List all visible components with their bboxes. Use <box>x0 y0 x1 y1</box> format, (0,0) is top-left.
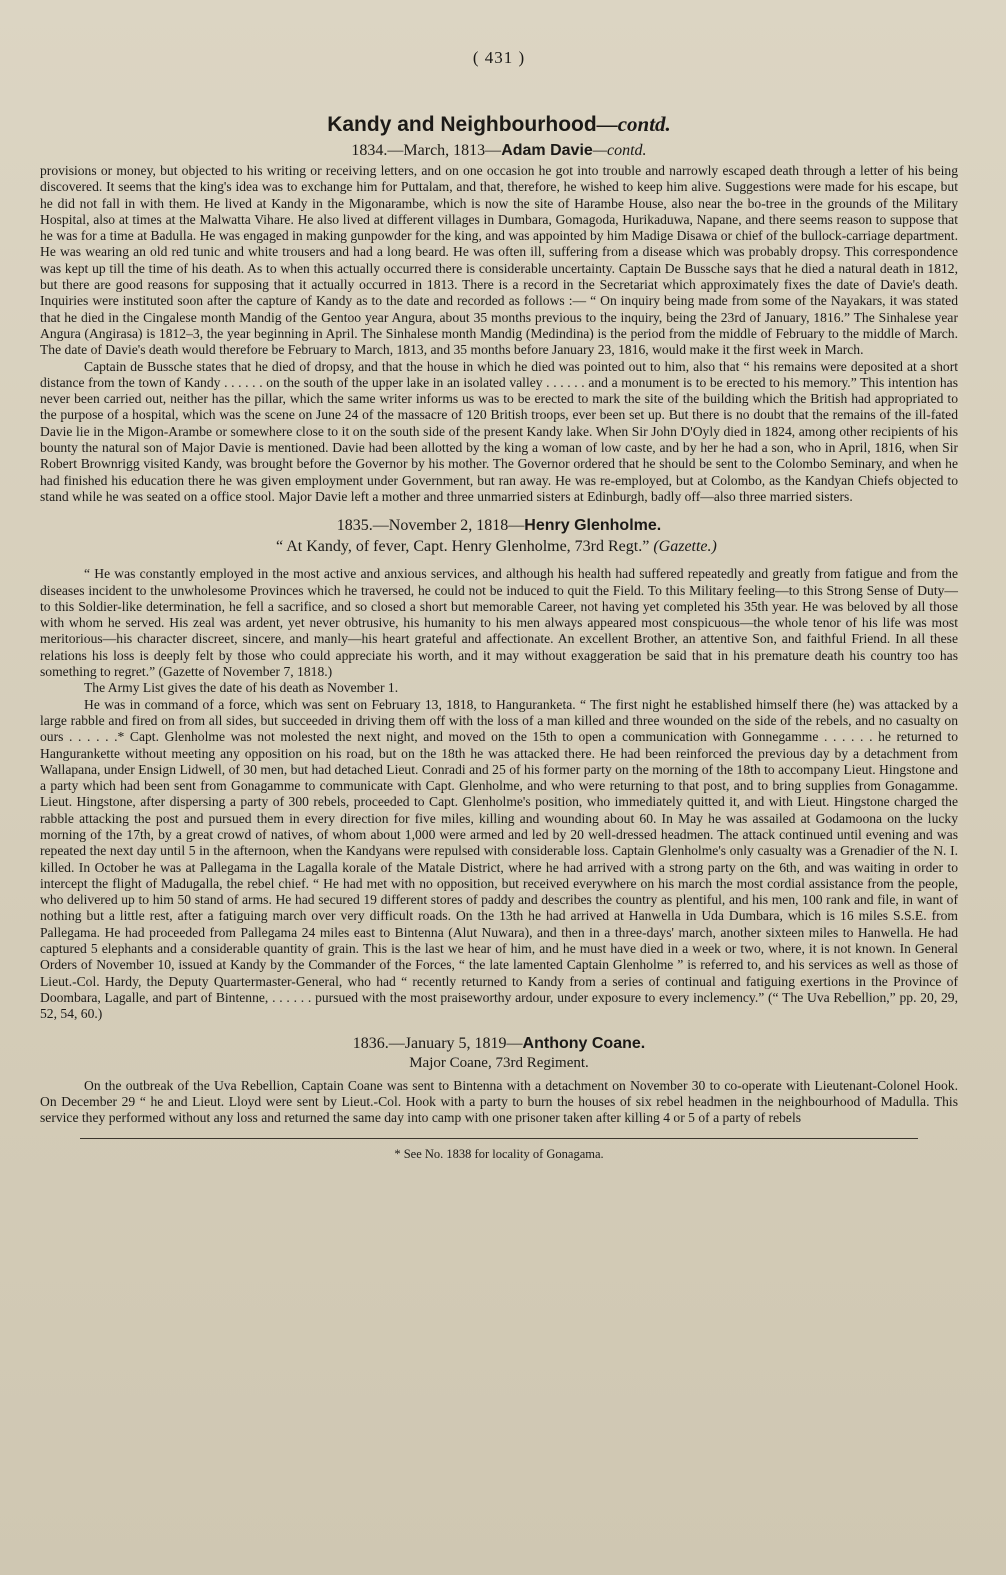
entry-1836-label: 1836.—January 5, 1819— <box>352 1034 523 1052</box>
entry-1835-label: 1835.—November 2, 1818— <box>336 517 525 535</box>
entry-1834-name: Adam Davie <box>501 142 593 159</box>
entry-1835-heading <box>40 517 958 535</box>
heading-main: Kandy and Neighbourhood <box>327 113 597 136</box>
entry-1834-contd: —contd. <box>592 142 647 159</box>
paragraph-1834-1: provisions or money, but objected to his writing or receiving letters, and on one occasion he got into trouble and narrowly escaped death through a letter of his being discovered. It seems that the king's idea was to exchange him for Puttalam, and that, therefore, he wished to keep him alive. Suggestions were made for his escape, but he did not fall in with them. He lived at Kandy in the Migonarambe, which is now the site of Harambe House, also near the bo-tree in the grounds of the Military Hospital, also at times at the Malwatta Vihare. He also lived at different villages in Dumbara, Gomagoda, Hurikaduwa, Napane, and there seems reason to suppose that he was for a time at Badulla. He was engaged in making gunpowder for the king, and was appointed by him Madige Disawa or chief of the bullock-carriage department. He was wearing an old red tunic and white trousers and had a long beard. He was often ill, suffering from a disease which was probably dropsy. This correspondence was kept up till the time of his death. As to when this actually occurred there is considerable uncertainty. Captain De Bussche says that he died a natural death in 1812, but there are good reasons for supposing that it actually occurred in 1813. There is a record in the Secretariat which approximately fixes the date of Davie's death. Inquiries were instituted soon after the capture of Kandy as to the date and recorded as follows :— “ On inquiry being made from some of the Nayakars, it was stated that he died in the Cingalese month Mandig of the Gentoo year Angura, about 35 months previous to the inquiry, being the 23rd of January, 1816.” The Sinhalese year Angura (Angirasa) is 1812–3, the year beginning in April. The Sinhalese month Mandig (Medindina) is the period from the middle of February to the middle of March. The date of Davie's death would therefore be February to March, 1813, and 35 months before January 23, 1816, would make it the first week in March. <box>40 163 958 358</box>
entry-1834-heading <box>40 142 958 160</box>
footnote: * See No. 1838 for locality of Gonagama. <box>394 1147 604 1162</box>
entry-1835-name: Henry Glenholme. <box>524 517 662 535</box>
paragraph-1835-3: He was in command of a force, which was sent on February 13, 1818, to Hanguranketa. “ The first night he established himself there (he) was attacked by a large rabble and fired on from all sides, but succeeded in driving them off with the loss of a man killed and three wounded on the side of the rebels, and no casualty on ours . . . . . .* Capt. Glenholme was not molested the next night, and moved on the 15th to open a communication with Gonnegamme . . . . . . he returned to Hangurankette without meeting any opposition on his road, but on the 18th he was attacked there. He had been reinforced the previous day by a detachment from Wallapana, under Ensign Lidwell, of 30 men, but had detached Lieut. Conradi and 25 of his former party on the morning of the 18th to accompany Lieut. Hingstone and a party which had been sent from Gonagamme to communicate with Capt. Glenholme, and who were returning to that post, and to bring supplies from Gonagamme. Lieut. Hingstone, after dispersing a party of 300 rebels, proceeded to Capt. Glenholme's position, who immediately quitted it, and with Lieut. Hingstone charged the rabble attacking the post and pursued them in every direction for five miles, killing and wounding about 60. In May he was assailed at Godamoona on the lucky morning of the 17th, by a great crowd of natives, of whom about 1,000 were armed and led by 20 well-dressed headmen. The attack continued until evening and was repeated the next day until 5 in the afternoon, when the Kandyans were repulsed with considerable loss. Captain Glenholme's only casualty was a Grenadier of the N. I. killed. In October he was at Pallegama in the Lagalla korale of the Matale District, where he had arrived with a strong party on the 6th, and was waiting in order to intercept the flight of Madugalla, the rebel chief. “ He had met with no opposition, but received everywhere on his march the most cordial assistance from the people, who delivered up to him 50 stand of arms. He had secured 19 different stores of paddy and describes the country as plentiful, and his men, 100 rank and file, in want of nothing but a little rest, after a fatiguing march over very difficult roads. On the 13th he had arrived at Hanwella in Uda Dumbara, which is 16 miles S.S.E. from Pallegama. He had proceeded from Pallegama 24 miles east to Bintenna (Alut Nuwara), and then in a three-days' march, another sixteen miles to Hanwella. He had captured 5 elephants and a considerable quantity of grain. This is the last we hear of him, and he must have died in a week or two, where, it is not known. In General Orders of November 10, issued at Kandy by the Commander of the Forces, “ the late lamented Captain Glenholme ” is referred to, and his services as well as those of Lieut.-Col. Hardy, the Deputy Quartermaster-General, who had “ recently returned to Kandy from a series of continual and fatiguing exertions in the Province of Doombara, Lagalle, and part of Bintenne, . . . . . . pursued with the most praiseworthy ardour, under exposure to every inclemency.” (“ The Uva Rebellion,” pp. 20, 29, 52, 54, 60.) <box>40 696 958 1022</box>
entry-1836-heading <box>40 1035 958 1053</box>
page-number: ( 431 ) <box>472 48 526 67</box>
page-heading <box>40 112 958 137</box>
paragraph-1834-2: Captain de Bussche states that he died of dropsy, and that the house in which he died was pointed out to him, also that “ his remains were deposited at a short distance from the town of Kandy . . . . . . on the south of the upper lake in an isolated valley . . . . . . and a monument is to be erected to his memory.” This intention has never been carried out, neither has the pillar, which the same writer informs us was to be erected to mark the site of the building which the British had appropriated to the purpose of a hospital, which was the scene on June 24 of the massacre of 120 British troops, ever been set up. But there is no doubt that the remains of the ill-fated Davie lie in the Migon-Arambe or somewhere close to it on the south side of the present Kandy lake. When Sir John D'Oyly died in 1824, among other recipients of his bounty the natural son of Major Davie is mentioned. Davie had been allotted by the king a woman of low caste, and by her he had a son, who in April, 1816, when Sir Robert Brownrigg visited Kandy, was brought before the Governor by his mother. The Governor ordered that he should be sent to the Colombo Seminary, and when he had finished his education there he was given employment under Government, but ran away. He was re-employed, but at Colombo, as the Kandyan Chiefs objected to stand while he was seated on a office stool. Major Davie left a mother and three unmarried sisters at Edinburgh, badly off—also three married sisters. <box>40 358 958 504</box>
entry-1835-quote <box>276 537 736 556</box>
footnote-divider <box>80 1138 918 1139</box>
paragraph-1836-1: On the outbreak of the Uva Rebellion, Captain Coane was sent to Bintenna with a detachment on November 30 to co-operate with Lieutenant-Colonel Hook. On December 29 “ he and Lieut. Lloyd were sent by Lieut.-Col. Hook with a party to burn the houses of six rebel headmen in the neighbourhood of Madulla. This service they performed without any loss and returned the same day into camp with one prisoner taken after killing 4 or 5 of a party of rebels <box>40 1077 958 1126</box>
entry-1836-name: Anthony Coane. <box>522 1034 646 1052</box>
entry-1836-subheading: Major Coane, 73rd Regiment. <box>409 1054 589 1071</box>
paragraph-1835-1: “ He was constantly employed in the most active and anxious services, and although his health had suffered repeatedly and greatly from fatigue and from the diseases incident to the unwholesome Provinces which he traversed, he could not be induced to quit the Field. To this Military feeling—to this Strong Sense of Duty—to this Soldier-like determination, he fell a sacrifice, and so closed a short but memorable Career, not having yet completed his 35th year. He was beloved by all those with whom he served. His zeal was ardent, yet never obtrusive, his humanity to his men always appeared most conspicuous—the whole tenor of his life was most meritorious—his character discreet, sincere, and manly—his heart grateful and affectionate. An excellent Brother, an attentive Son, and faithful Friend. In all these relations his loss is deeply felt by those who could appreciate his worth, and it may without exaggeration be said that in his premature death his country too has something to regret.” (Gazette of November 7, 1818.) <box>40 566 958 680</box>
paragraph-1835-2: The Army List gives the date of his death as November 1. <box>84 680 399 696</box>
entry-1834-label: 1834.—March, 1813— <box>351 142 502 159</box>
heading-contd: —contd. <box>596 112 671 136</box>
quote-1835-source: (Gazette.) <box>653 538 717 556</box>
quote-1835-text: “ At Kandy, of fever, Capt. Henry Glenholme, 73rd Regt.” <box>276 538 650 556</box>
